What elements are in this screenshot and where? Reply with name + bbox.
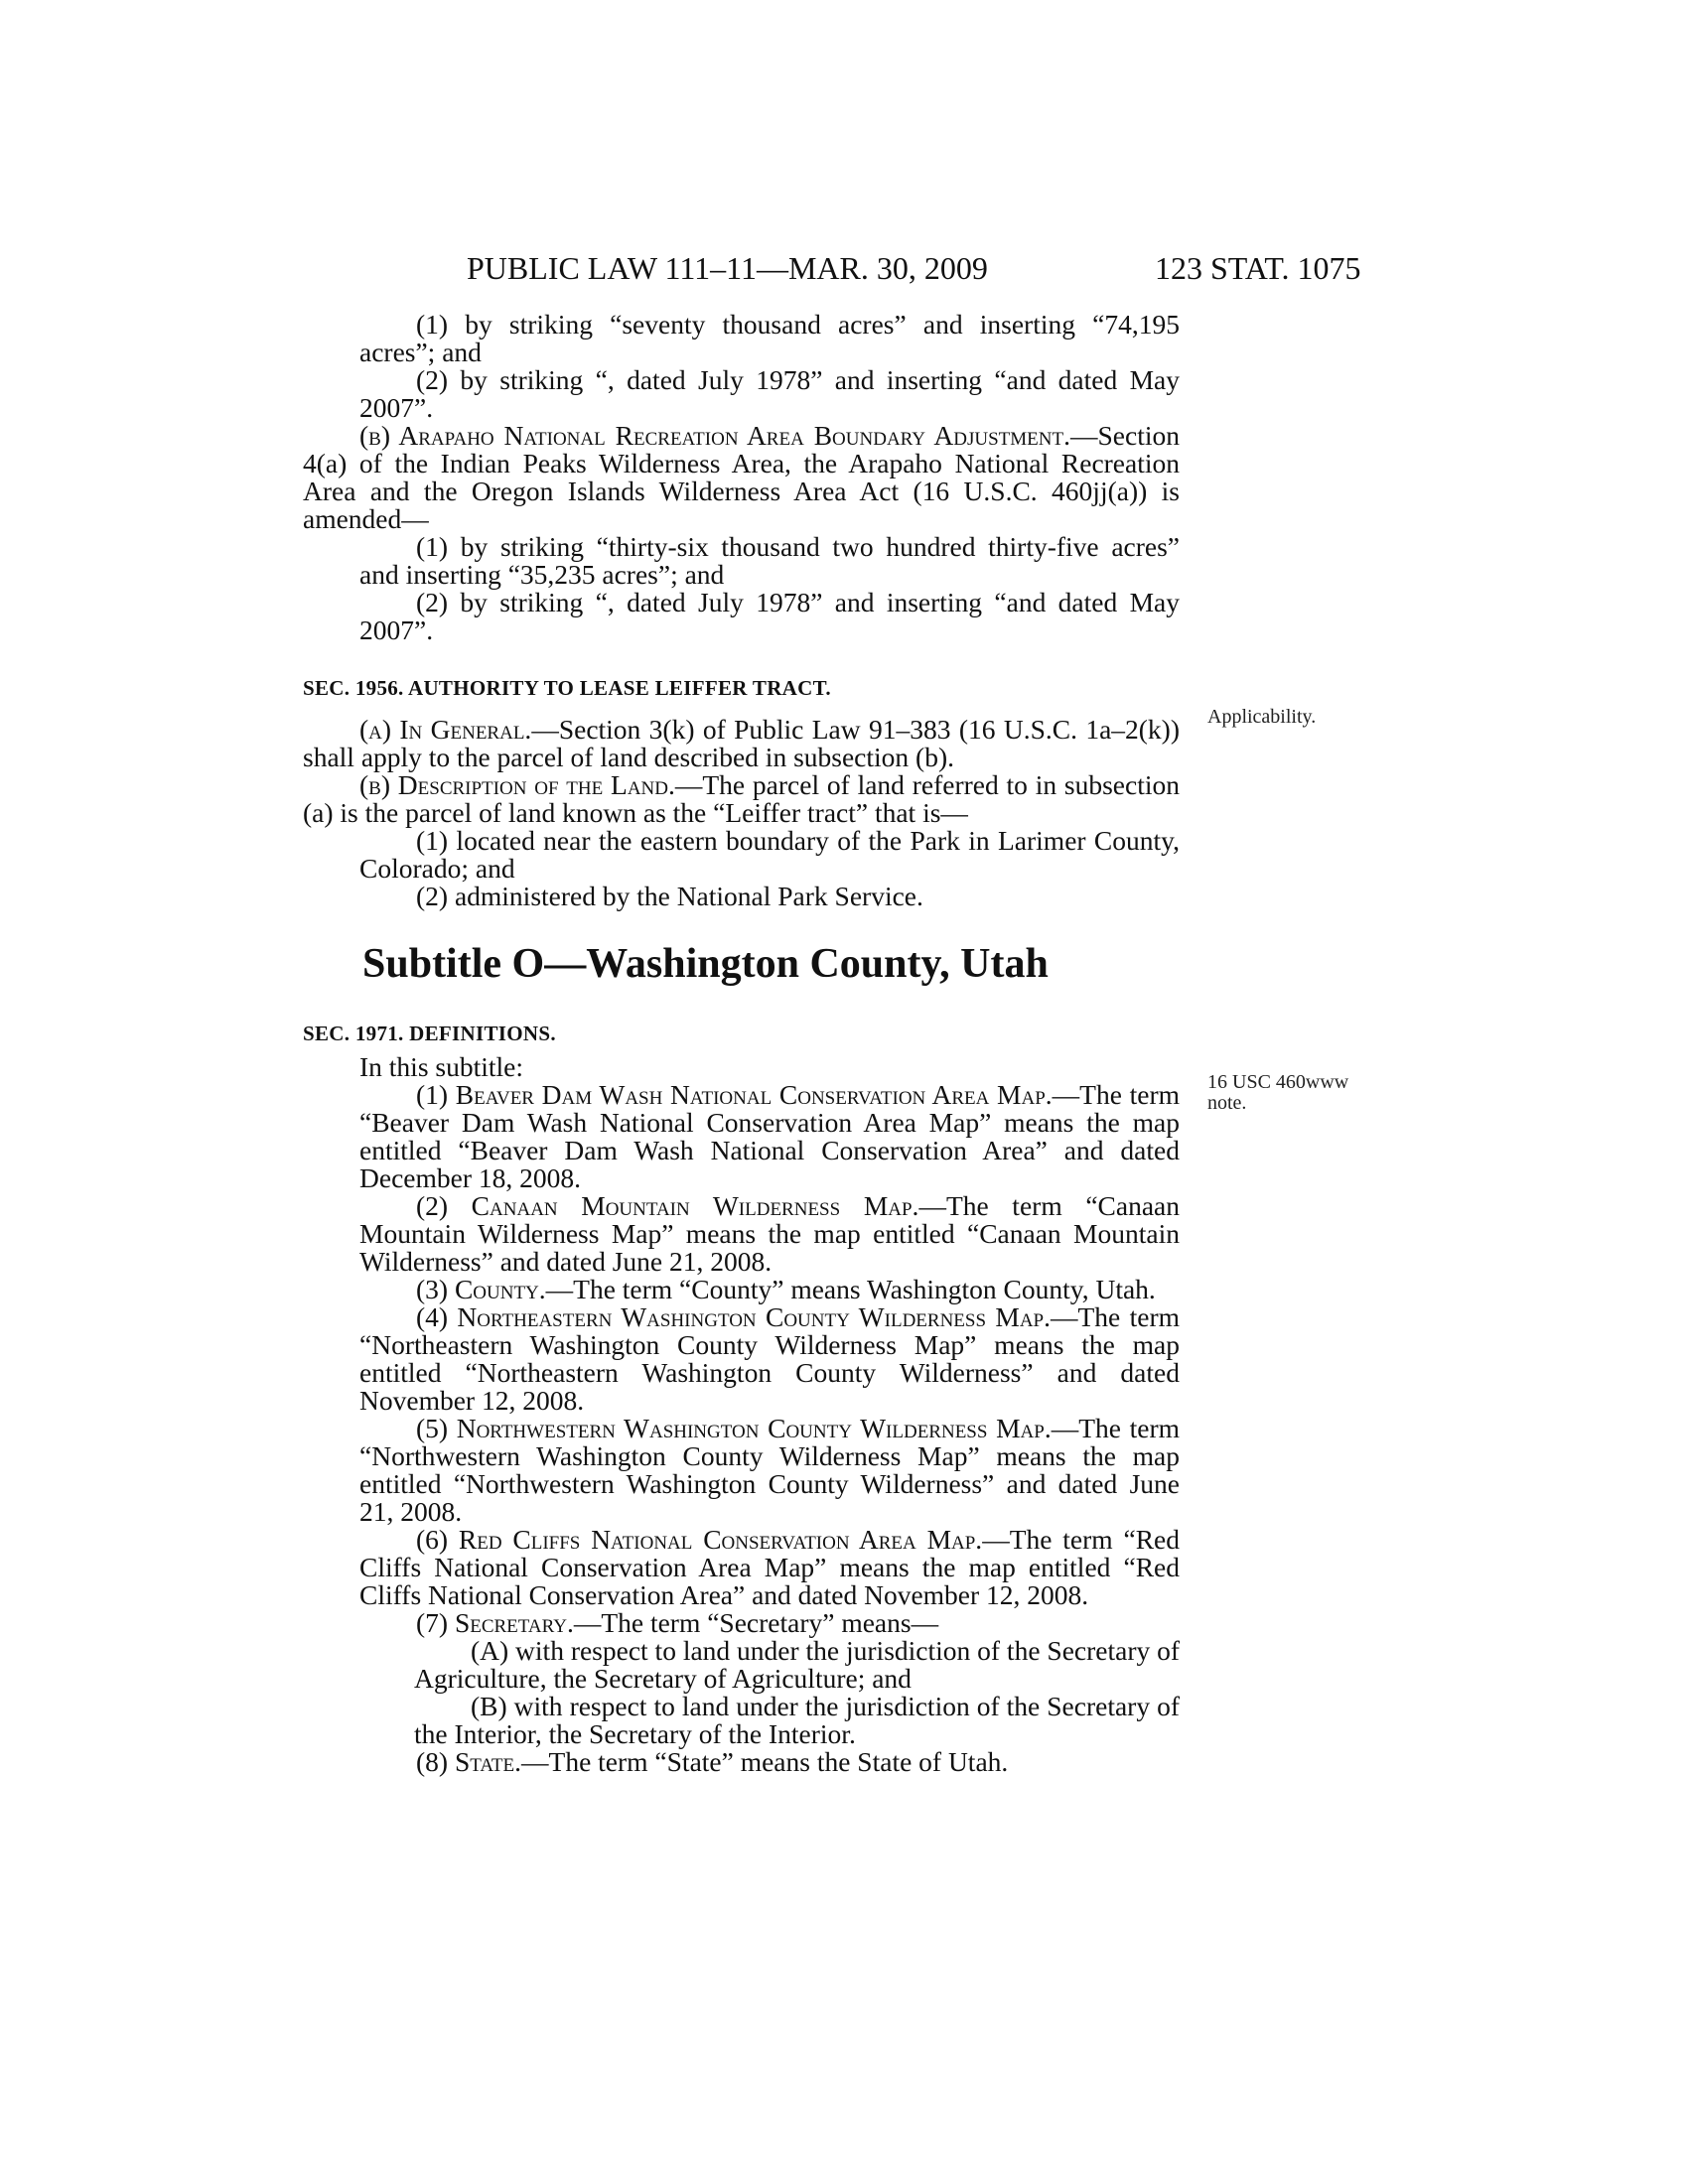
- sidenote-line: note.: [1207, 1092, 1247, 1114]
- section-heading: SEC. 1956. AUTHORITY TO LEASE LEIFFER TRACT.: [303, 676, 831, 700]
- definition-heading: (1) Beaver Dam Wash National Conservation Area Map.: [416, 1079, 1053, 1110]
- sidenote-applicability: Applicability.: [1207, 706, 1317, 728]
- subsection-heading: (a) In General.: [359, 714, 532, 745]
- definition-5: [359, 1415, 1180, 1526]
- definition-2: [359, 1192, 1180, 1276]
- running-header-title: PUBLIC LAW 111–11—MAR. 30, 2009: [467, 250, 988, 286]
- definition-4: [359, 1303, 1180, 1415]
- definition-text: —The term “State” means the State of Utah.: [521, 1746, 1009, 1777]
- definition-heading: (3) County.: [416, 1274, 546, 1304]
- definition-text: —The term “Canaan Mountain Wilderness Map” means the map entitled “Canaan Mountain Wilderness” and dated June 21, 2008.: [359, 1190, 1180, 1277]
- definition-7: [359, 1609, 1180, 1637]
- paragraph: In this subtitle:: [359, 1051, 523, 1082]
- subtitle-heading: Subtitle O—Washington County, Utah: [362, 941, 1049, 987]
- section-heading: SEC. 1971. DEFINITIONS.: [303, 1022, 556, 1045]
- subsection-a-in-general: [303, 716, 1180, 771]
- paragraph: (1) by striking “thirty-six thousand two hundred thirty-five acres” and inserting “35,235 acres”; and: [359, 531, 1180, 590]
- subsection-b-boundary-adjustment: [303, 422, 1180, 533]
- definition-text: —The term “Secretary” means—: [573, 1607, 939, 1638]
- subsection-text: —Section 4(a) of the Indian Peaks Wilderness Area, the Arapaho National Recreation Area and the Oregon Islands Wilderness Area Act (16 U.S.C. 460jj(a)) is amended—: [303, 420, 1180, 534]
- definition-text: —The term “County” means Washington County, Utah.: [545, 1274, 1156, 1304]
- definition-heading: (6) Red Cliffs National Conservation Area Map.: [416, 1524, 983, 1555]
- definition-text: —The term “Red Cliffs National Conservation Area Map” means the map entitled “Red Cliffs National Conservation Area” and dated November 12, 2008.: [359, 1524, 1180, 1610]
- sidenote-usc-citation: [1207, 1072, 1348, 1114]
- definition-text: —The term “Northeastern Washington County Wilderness Map” means the map entitled “Northeastern Washington County Wilderness” and dated November 12, 2008.: [359, 1301, 1180, 1416]
- definition-7-a: (A) with respect to land under the jurisdiction of the Secretary of Agriculture, the Secretary of Agriculture; and: [414, 1635, 1181, 1694]
- page-number: 123 STAT. 1075: [1155, 250, 1361, 286]
- definition-heading: (2) Canaan Mountain Wilderness Map.: [416, 1190, 919, 1221]
- definition-heading: (5) Northwestern Washington County Wilderness Map.: [416, 1413, 1052, 1443]
- paragraph: (2) by striking “, dated July 1978” and inserting “and dated May 2007”.: [359, 364, 1180, 423]
- document-body: [303, 311, 1180, 1776]
- definition-heading: (4) Northeastern Washington County Wilderness Map.: [416, 1301, 1051, 1332]
- definition-1: [359, 1081, 1180, 1192]
- subsection-text: —The parcel of land referred to in subsection (a) is the parcel of land known as the “Leiffer tract” that is—: [303, 769, 1180, 828]
- definition-heading: (7) Secretary.: [416, 1607, 574, 1638]
- definition-7-b: (B) with respect to land under the jurisdiction of the Secretary of the Interior, the Secretary of the Interior.: [414, 1691, 1180, 1749]
- definition-heading: (8) State.: [416, 1746, 522, 1777]
- definition-text: —The term “Northwestern Washington County Wilderness Map” means the map entitled “Northwestern Washington County Wilderness” and dated June 21, 2008.: [359, 1413, 1180, 1527]
- subsection-heading: (b) Description of the Land.: [359, 769, 675, 800]
- definition-6: [359, 1526, 1180, 1609]
- subsection-heading: (b) Arapaho National Recreation Area Boundary Adjustment.: [359, 420, 1070, 451]
- paragraph: (2) by striking “, dated July 1978” and inserting “and dated May 2007”.: [359, 587, 1180, 645]
- paragraph: (1) by striking “seventy thousand acres” and inserting “74,195 acres”; and: [359, 309, 1180, 367]
- paragraph: (2) administered by the National Park Service.: [416, 881, 923, 911]
- definition-text: —The term “Beaver Dam Wash National Conservation Area Map” means the map entitled “Beaver Dam Wash National Conservation Area” and dated December 18, 2008.: [359, 1079, 1180, 1193]
- definition-8: [359, 1748, 1180, 1776]
- definition-3: [359, 1276, 1180, 1303]
- subsection-b-description: [303, 771, 1180, 827]
- sidenote-line: 16 USC 460www: [1207, 1071, 1349, 1093]
- paragraph: (1) located near the eastern boundary of the Park in Larimer County, Colorado; and: [359, 825, 1180, 884]
- subsection-text: —Section 3(k) of Public Law 91–383 (16 U.S.C. 1a–2(k)) shall apply to the parcel of land described in subsection (b).: [303, 714, 1180, 772]
